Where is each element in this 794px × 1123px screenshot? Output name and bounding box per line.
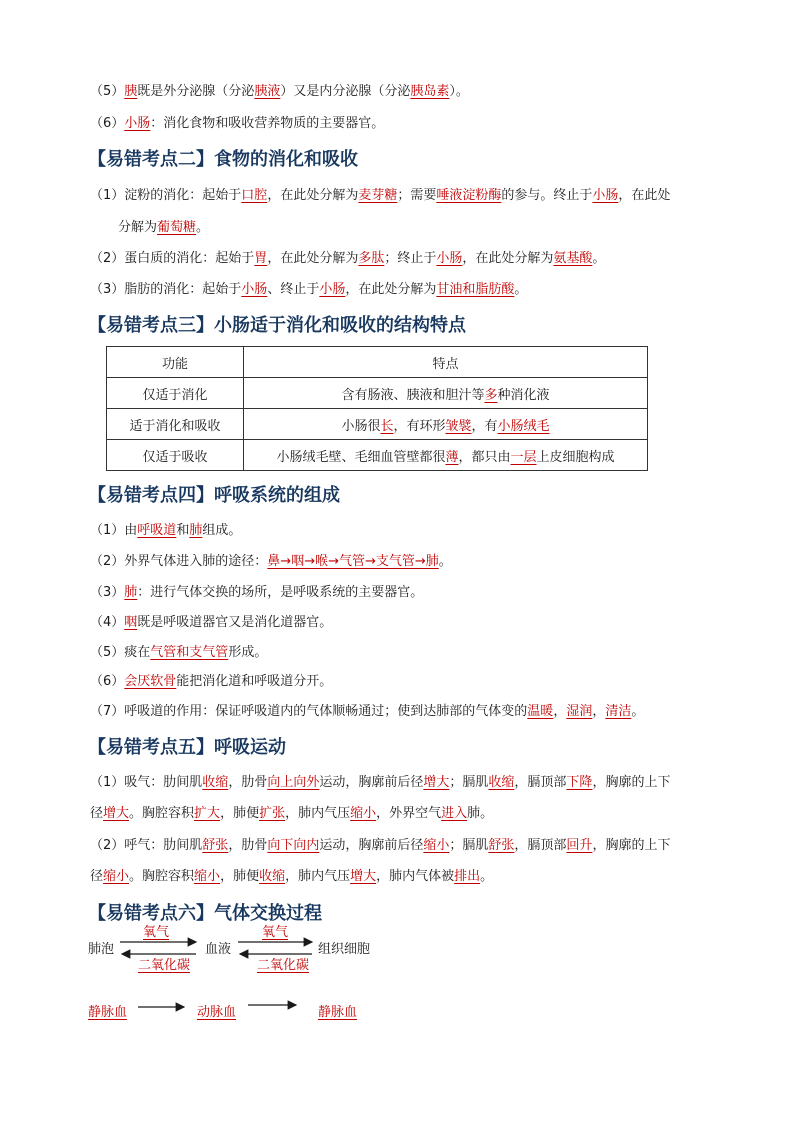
answer-text: 小肠 xyxy=(436,251,463,266)
plain-text: ，肺内气压 xyxy=(285,869,351,884)
answer-text: 薄 xyxy=(445,449,459,465)
label-arterial-blood: 动脉血 xyxy=(197,1005,237,1020)
label-alveoli: 肺泡 xyxy=(88,942,115,957)
table-cell-function: 仅适于吸收 xyxy=(107,440,244,471)
label-venous-blood-1: 静脉血 xyxy=(88,1005,128,1020)
table-cell-function: 仅适于消化 xyxy=(107,378,244,409)
plain-text: ，在此处分解为 xyxy=(267,188,359,203)
item-number: （4） xyxy=(90,615,125,630)
plain-text: 。 xyxy=(196,220,210,235)
plain-text: 组成。 xyxy=(202,523,242,538)
item-number: （3） xyxy=(90,282,125,297)
label-venous-blood-2: 静脉血 xyxy=(318,1005,358,1020)
answer-text: 增大 xyxy=(103,806,130,821)
plain-text: 运动，胸廓前后径 xyxy=(319,775,424,790)
plain-text: 含有肠液、胰液和胆汁等 xyxy=(341,387,485,403)
plain-text: 的参与。终止于 xyxy=(501,188,593,203)
plain-text: ；终止于 xyxy=(384,251,437,266)
plain-text: 痰在 xyxy=(124,645,151,660)
plain-text: ，膈顶部 xyxy=(514,838,567,853)
item-number: （7） xyxy=(90,704,125,719)
plain-text: ，肋骨 xyxy=(228,775,268,790)
section-heading-6: 【易错考点六】气体交换过程 xyxy=(88,903,322,924)
label-co2-2: 二氧化碳 xyxy=(257,958,310,973)
plain-text: ；膈肌 xyxy=(449,838,489,853)
label-oxygen-1: 氧气 xyxy=(143,925,170,940)
plain-text: 种消化液 xyxy=(497,387,550,403)
answer-text: 舒张 xyxy=(488,838,515,853)
answer-text: 下降 xyxy=(566,775,593,790)
plain-text: 和 xyxy=(176,523,190,538)
plain-text: ，胸廓的上下 xyxy=(592,775,671,790)
plain-text: ：进行气体交换的场所，是呼吸系统的主要器官。 xyxy=(137,585,424,600)
answer-text: 氨基酸 xyxy=(553,251,593,266)
answer-text: 皱襞 xyxy=(445,418,472,434)
plain-text: ，肺便 xyxy=(220,869,260,884)
plain-text: 。 xyxy=(631,704,645,719)
answer-text: 葡萄糖 xyxy=(157,220,197,235)
item-number: （3） xyxy=(90,585,125,600)
plain-text: 呼吸道的作用：保证呼吸道内的气体顺畅通过；使到达肺部的气体变的 xyxy=(124,704,528,719)
answer-text: 小肠 xyxy=(124,116,151,131)
plain-text: ，有 xyxy=(471,418,498,434)
plain-text: 脂肪的消化：起始于 xyxy=(124,282,242,297)
plain-text: 。胸腔容积 xyxy=(129,806,195,821)
item-number: （1） xyxy=(90,188,125,203)
table-cell-function: 适于消化和吸收 xyxy=(107,409,244,440)
plain-text: 小肠很 xyxy=(341,418,381,434)
plain-text: 肺。 xyxy=(467,806,494,821)
answer-text: 缩小 xyxy=(194,869,221,884)
section-heading-3: 【易错考点三】小肠适于消化和吸收的结构特点 xyxy=(88,315,466,336)
label-blood: 血液 xyxy=(205,942,232,957)
table-header-function: 功能 xyxy=(107,347,244,378)
answer-text: 肺 xyxy=(124,585,138,600)
plain-text: ：消化食物和吸收营养物质的主要器官。 xyxy=(150,116,385,131)
plain-text: ）。 xyxy=(449,84,469,99)
plain-text: ，都只由 xyxy=(458,449,511,465)
plain-text: ，有环形 xyxy=(393,418,446,434)
plain-text: 。 xyxy=(592,251,606,266)
plain-text: 由 xyxy=(124,523,138,538)
plain-text: ，在此处 xyxy=(618,188,671,203)
answer-text: 多 xyxy=(484,387,498,403)
answer-text: 胃 xyxy=(254,251,268,266)
plain-text: ，肺内气体被 xyxy=(376,869,455,884)
answer-text: 唾液淀粉酶 xyxy=(436,188,502,203)
answer-text: 口腔 xyxy=(241,188,268,203)
plain-text: 、终止于 xyxy=(267,282,320,297)
answer-text: 咽 xyxy=(124,615,138,630)
plain-text: 能把消化道和呼吸道分开。 xyxy=(176,674,333,689)
answer-text: 增大 xyxy=(423,775,450,790)
plain-text: 分解为 xyxy=(118,220,158,235)
item-number: （6） xyxy=(90,674,125,689)
answer-text: 气管和支气管 xyxy=(150,645,229,660)
plain-text: 。 xyxy=(480,869,494,884)
answer-text: 小肠 xyxy=(319,282,346,297)
section-heading-2: 【易错考点二】食物的消化和吸收 xyxy=(88,149,358,170)
answer-text: 胰液 xyxy=(254,84,281,99)
answer-text: 会厌软骨 xyxy=(124,674,177,689)
plain-text: ，肋骨 xyxy=(228,838,268,853)
plain-text: 既是呼吸道器官又是消化道器官。 xyxy=(137,615,333,630)
label-oxygen-2: 氧气 xyxy=(262,925,289,940)
plain-text: 。 xyxy=(438,554,452,569)
item-number: （1） xyxy=(90,775,125,790)
answer-text: 多肽 xyxy=(358,251,385,266)
answer-text: 一层 xyxy=(510,449,537,465)
item-number: （5） xyxy=(90,84,125,99)
plain-text: ；需要 xyxy=(397,188,437,203)
answer-text: 鼻→咽→喉→气管→支气管→肺 xyxy=(267,554,439,569)
plain-text: 蛋白质的消化：起始于 xyxy=(124,251,255,266)
plain-text: ，肺便 xyxy=(220,806,260,821)
plain-text: 呼气：肋间肌 xyxy=(124,838,203,853)
plain-text: 径 xyxy=(90,869,104,884)
item-number: （1） xyxy=(90,523,125,538)
item-number: （2） xyxy=(90,838,125,853)
plain-text: ，肺内气压 xyxy=(285,806,351,821)
answer-text: 扩大 xyxy=(194,806,221,821)
item-number: （2） xyxy=(90,554,125,569)
answer-text: 胰岛素 xyxy=(410,84,450,99)
plain-text: 小肠绒毛壁、毛细血管壁都很 xyxy=(276,449,446,465)
answer-text: 甘油和脂肪酸 xyxy=(436,282,515,297)
plain-text: 运动，胸廓前后径 xyxy=(319,838,424,853)
answer-text: 增大 xyxy=(350,869,377,884)
plain-text: ， xyxy=(553,704,567,719)
section-heading-4: 【易错考点四】呼吸系统的组成 xyxy=(88,485,340,506)
answer-text: 舒张 xyxy=(202,838,229,853)
table-header-feature: 特点 xyxy=(244,347,648,378)
answer-text: 麦芽糖 xyxy=(358,188,398,203)
plain-text: 淀粉的消化：起始于 xyxy=(124,188,242,203)
plain-text: ，膈顶部 xyxy=(514,775,567,790)
answer-text: 小肠 xyxy=(592,188,619,203)
plain-text: 。胸腔容积 xyxy=(129,869,195,884)
answer-text: 清洁 xyxy=(605,704,632,719)
answer-text: 缩小 xyxy=(103,869,130,884)
answer-text: 小肠 xyxy=(241,282,268,297)
answer-text: 湿润 xyxy=(566,704,593,719)
plain-text: ，在此处分解为 xyxy=(462,251,554,266)
plain-text: ，胸廓的上下 xyxy=(592,838,671,853)
plain-text: 外界气体进入肺的途径： xyxy=(124,554,268,569)
plain-text: ，在此处分解为 xyxy=(267,251,359,266)
answer-text: 向上向外 xyxy=(267,775,320,790)
plain-text: ）又是内分泌腺（分泌 xyxy=(280,84,411,99)
answer-text: 排出 xyxy=(454,869,481,884)
answer-text: 回升 xyxy=(566,838,593,853)
section-heading-5: 【易错考点五】呼吸运动 xyxy=(88,737,286,758)
plain-text: 上皮细胞构成 xyxy=(536,449,615,465)
plain-text: 形成。 xyxy=(228,645,268,660)
plain-text: ， xyxy=(592,704,606,719)
plain-text: ，在此处分解为 xyxy=(345,282,437,297)
answer-text: 缩小 xyxy=(423,838,450,853)
answer-text: 小肠绒毛 xyxy=(497,418,550,434)
plain-text: 。 xyxy=(514,282,528,297)
answer-text: 进入 xyxy=(441,806,468,821)
plain-text: 既是外分泌腺（分泌 xyxy=(137,84,255,99)
plain-text: ，外界空气 xyxy=(376,806,442,821)
answer-text: 胰 xyxy=(124,84,138,99)
item-number: （5） xyxy=(90,645,125,660)
answer-text: 呼吸道 xyxy=(137,523,177,538)
answer-text: 缩小 xyxy=(350,806,377,821)
item-number: （6） xyxy=(90,116,125,131)
plain-text: 吸气：肋间肌 xyxy=(124,775,203,790)
plain-text: 径 xyxy=(90,806,104,821)
answer-text: 温暖 xyxy=(527,704,554,719)
answer-text: 收缩 xyxy=(259,869,286,884)
answer-text: 向下向内 xyxy=(267,838,320,853)
label-co2-1: 二氧化碳 xyxy=(138,958,191,973)
answer-text: 肺 xyxy=(189,523,203,538)
answer-text: 长 xyxy=(380,418,394,434)
answer-text: 扩张 xyxy=(259,806,286,821)
item-number: （2） xyxy=(90,251,125,266)
answer-text: 收缩 xyxy=(202,775,229,790)
plain-text: ；膈肌 xyxy=(449,775,489,790)
answer-text: 收缩 xyxy=(488,775,515,790)
label-tissue-cells: 组织细胞 xyxy=(318,942,371,957)
